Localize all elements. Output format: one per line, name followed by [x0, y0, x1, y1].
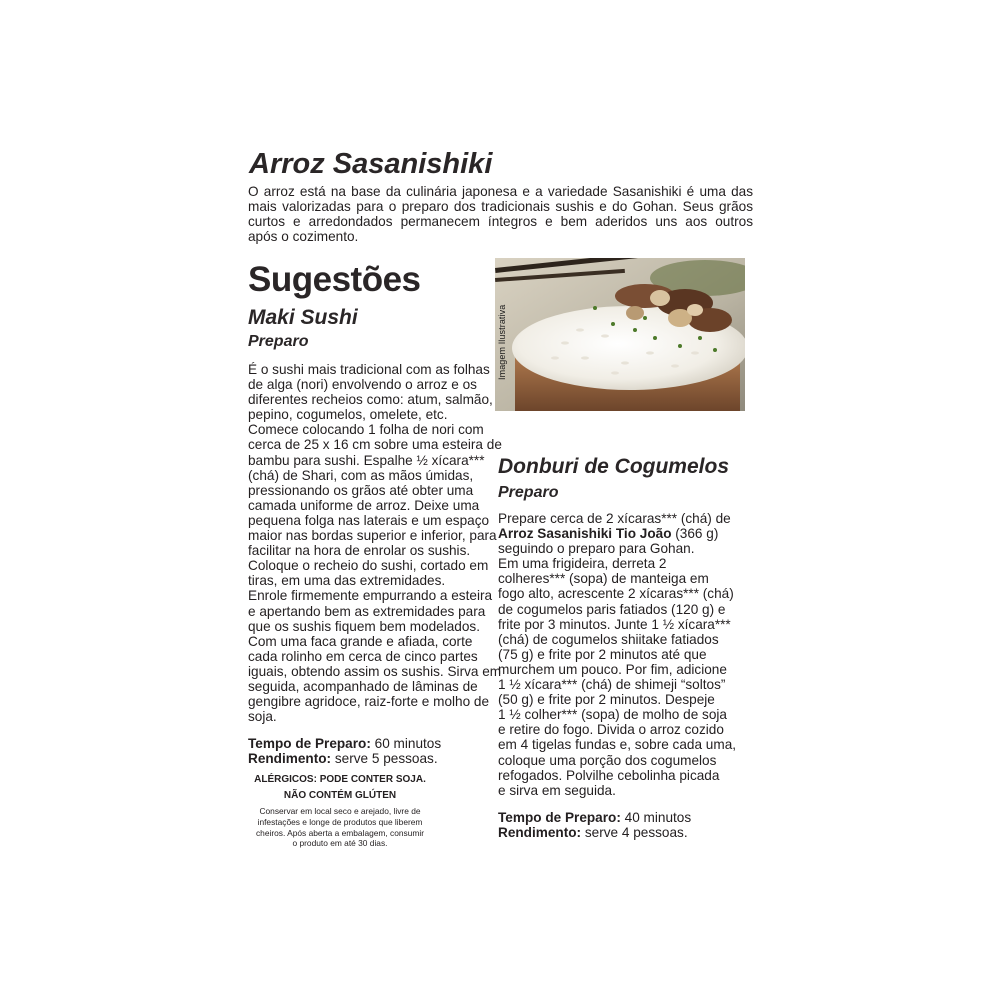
maki-line: soja. — [248, 709, 277, 725]
intro-line: mais valorizadas para o preparo dos tradicionais sushis e do Gohan. Seus grãos — [248, 199, 753, 215]
storage-line: infestações e longe de produtos que liberem — [257, 816, 423, 827]
prep-time-label: Tempo de Preparo: — [498, 810, 621, 825]
donburi-line: frite por 3 minutos. Junte 1 ½ xícara*** — [498, 616, 731, 632]
donburi-line: coloque uma porção dos cogumelos — [498, 752, 717, 768]
photo-caption: Imagem Ilustrativa — [497, 304, 507, 380]
donburi-yield — [498, 825, 691, 840]
intro-line: curtos e arredondados permanecem íntegros e bem aderidos uns aos outros — [248, 214, 753, 230]
prep-time-value: 60 minutos — [370, 736, 442, 751]
maki-instructions — [248, 362, 502, 725]
intro-paragraph — [248, 184, 753, 244]
donburi-line: (50 g) e frite por 2 minutos. Despeje — [498, 692, 715, 708]
allergen-notice — [250, 772, 430, 804]
yield-label: Rendimento: — [248, 751, 332, 766]
maki-line: bambu para sushi. Espalhe ½ xícara*** — [248, 452, 485, 468]
donburi-prep-time — [498, 810, 691, 825]
maki-preparo-label: Preparo — [248, 333, 309, 350]
donburi-title: Donburi de Cogumelos — [498, 455, 729, 478]
maki-line: e apertando bem as extremidades para — [248, 603, 486, 619]
intro-line: após o cozimento. — [248, 229, 359, 245]
donburi-line — [498, 526, 743, 541]
donburi-line: 1 ½ xícara*** (chá) de shimeji “soltos” — [498, 677, 726, 693]
storage-line: cheiros. Após aberta a embalagem, consumir — [255, 827, 425, 838]
donburi-line: 1 ½ colher*** (sopa) de molho de soja — [498, 707, 727, 723]
donburi-line: e sirva em seguida. — [498, 782, 616, 798]
maki-line: gengibre agridoce, raiz-forte e molho de — [248, 694, 490, 710]
maki-line: que os sushis fiquem bem modelados. — [248, 618, 480, 634]
donburi-line: murchem um pouco. Por fim, adicione — [498, 661, 727, 677]
rice-bowl-photo — [495, 258, 745, 411]
donburi-line: colheres*** (sopa) de manteiga em — [498, 571, 709, 587]
maki-yield — [248, 751, 441, 766]
storage-line: Conservar em local seco e arejado, livre de — [259, 806, 421, 816]
maki-line: camada uniforme de arroz. Deixe uma — [248, 497, 480, 513]
product-weight: (366 g) — [671, 526, 719, 542]
maki-line: tiras, em uma das extremidades. — [248, 573, 446, 589]
rice-bowl-illustration — [495, 258, 745, 411]
yield-value: serve 5 pessoas. — [331, 751, 438, 766]
allergen-line: ALÉRGICOS: PODE CONTER SOJA. — [254, 774, 426, 785]
maki-line: É o sushi mais tradicional com as folhas — [248, 362, 490, 377]
donburi-line: fogo alto, acrescente 2 xícaras*** (chá) — [498, 586, 734, 602]
donburi-line: de cogumelos paris fatiados (120 g) e — [498, 601, 726, 617]
maki-line: Com uma faca grande e afiada, corte — [248, 633, 473, 649]
product-name: Arroz Sasanishiki Tio João — [498, 526, 672, 542]
yield-label: Rendimento: — [498, 825, 582, 840]
storage-instructions — [250, 806, 430, 849]
donburi-line: (75 g) e frite por 2 minutos até que — [498, 646, 707, 662]
page-title: Arroz Sasanishiki — [249, 148, 493, 180]
maki-line: maior nas bordas superior e inferior, para — [248, 528, 497, 544]
maki-prep-time — [248, 736, 441, 751]
donburi-preparo-label: Preparo — [498, 484, 559, 501]
maki-line: pequena folga nas laterais e um espaço — [248, 512, 490, 528]
donburi-line: Em uma frigideira, derreta 2 — [498, 556, 667, 572]
donburi-line: seguindo o preparo para Gohan. — [498, 541, 695, 557]
prep-time-label: Tempo de Preparo: — [248, 736, 371, 751]
yield-value: serve 4 pessoas. — [581, 825, 688, 840]
donburi-line: e retire do fogo. Divida o arroz cozido — [498, 722, 724, 738]
donburi-meta — [498, 810, 691, 840]
donburi-line: em 4 tigelas fundas e, sobre cada uma, — [498, 737, 737, 753]
maki-line: seguida, acompanhado de lâminas de — [248, 678, 478, 694]
maki-meta — [248, 736, 441, 766]
suggestions-heading: Sugestões — [248, 260, 421, 299]
maki-line: diferentes recheios como: atum, salmão, — [248, 392, 493, 408]
donburi-line: (chá) de cogumelos shiitake fatiados — [498, 631, 719, 647]
maki-line: pepino, cogumelos, omelete, etc. — [248, 407, 448, 423]
maki-line: Comece colocando 1 folha de nori com — [248, 422, 484, 438]
donburi-line: Prepare cerca de 2 xícaras*** (chá) de — [498, 511, 731, 526]
maki-line: pressionando os grãos até obter uma — [248, 482, 474, 498]
intro-line: O arroz está na base da culinária japonesa e a variedade Sasanishiki é uma das — [248, 184, 753, 199]
maki-line: de alga (nori) envolvendo o arroz e os — [248, 377, 477, 393]
maki-line: iguais, obtendo assim os sushis. Sirva em — [248, 663, 502, 679]
prep-time-value: 40 minutos — [620, 810, 692, 825]
maki-line: cada rolinho em cerca de cinco partes — [248, 648, 478, 664]
maki-sushi-title: Maki Sushi — [248, 306, 358, 329]
maki-line: Coloque o recheio do sushi, cortado em — [248, 558, 489, 574]
storage-line: o produto em até 30 dias. — [292, 838, 388, 849]
maki-line: facilitar na hora de enrolar os sushis. — [248, 543, 471, 559]
donburi-line: refogados. Polvilhe cebolinha picada — [498, 767, 720, 783]
maki-line: Enrole firmemente empurrando a esteira — [248, 588, 493, 604]
maki-line: cerca de 25 x 16 cm sobre uma esteira de — [248, 437, 502, 453]
donburi-instructions — [498, 511, 743, 798]
gluten-line: NÃO CONTÉM GLÚTEN — [283, 790, 397, 801]
maki-line: (chá) de Shari, com as mãos úmidas, — [248, 467, 474, 483]
